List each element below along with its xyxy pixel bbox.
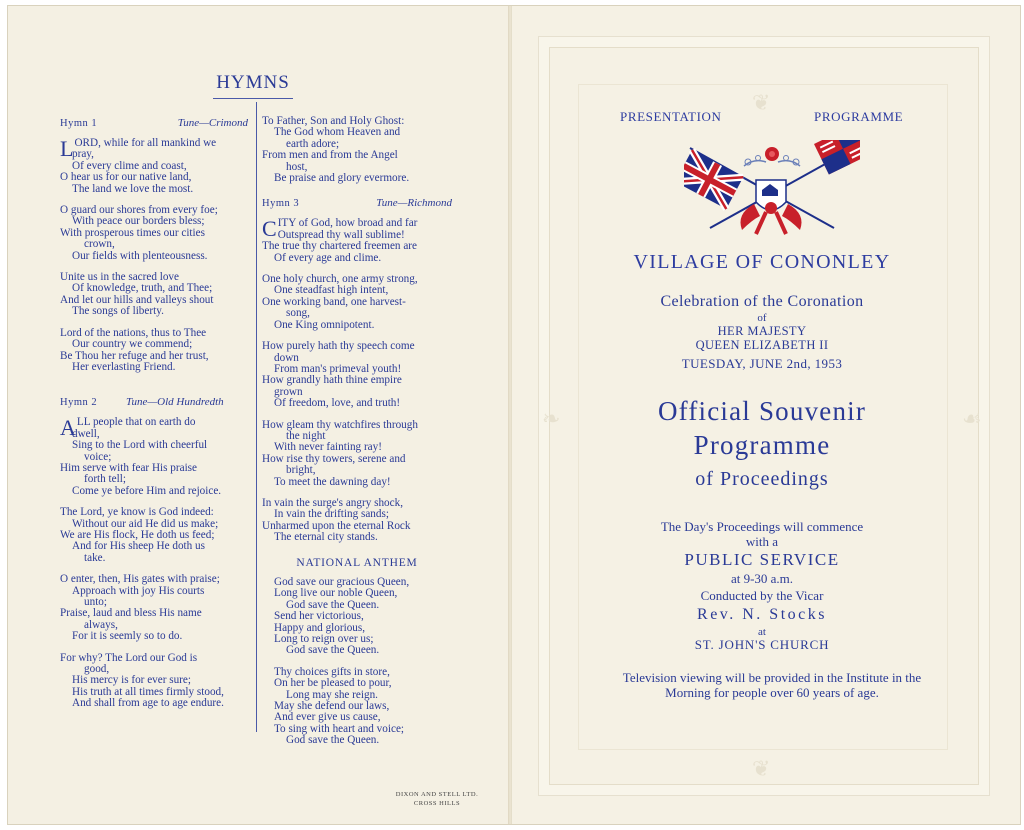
drop-cap: A [60, 415, 76, 441]
verse-line: And ever give us cause, [274, 711, 381, 724]
hymn-3-verse-4 [262, 420, 452, 488]
verse-line: unto; [84, 596, 107, 608]
verse-line: good, [84, 663, 110, 676]
programme-sheet [8, 6, 1020, 824]
verse-line: earth adore; [286, 137, 340, 150]
verse-line: How rise thy towers, serene and [262, 452, 406, 465]
verse-line: song, [286, 307, 310, 320]
hymn-number: Hymn 3 [262, 198, 300, 210]
verse-line: God save the Queen. [286, 644, 380, 657]
verse-line: One King omnipotent. [274, 318, 375, 331]
verse-line: down [274, 351, 299, 364]
verse-line: ITY of God, how broad and far [277, 217, 418, 230]
verse-line: the night [286, 429, 326, 442]
verse-line: Unharmed upon the eternal Rock [262, 519, 411, 532]
verse-line: Unite us in the sacred love [60, 271, 179, 284]
verse-line: His mercy is for ever sure; [72, 674, 191, 687]
verse-line: Our country we commend; [72, 338, 193, 351]
hymns-title: HYMNS [216, 72, 290, 93]
printer-imprint [378, 790, 496, 808]
verse-line: The God whom Heaven and [274, 126, 401, 139]
embossed-ornament: ❦ [752, 90, 771, 115]
verse-line: For it is seemly so to do. [72, 630, 183, 643]
verse-line: His truth at all times firmly stood, [72, 685, 224, 698]
embossed-ornament: ❦ [752, 756, 771, 781]
verse-line: always, [84, 618, 118, 631]
verse-line: Long to reign over us; [274, 633, 374, 646]
hymn-1-verse-2 [60, 205, 248, 262]
verse-line: Send her victorious, [274, 610, 364, 623]
verse-line: Of every clime and coast, [72, 159, 187, 172]
hymn-2-verse-2 [60, 507, 248, 564]
verse-line: grown [274, 385, 303, 398]
hymn-tune: Tune—Richmond [376, 197, 452, 210]
hymn-1-verse-3 [60, 272, 248, 318]
printer-name: DIXON AND STELL LTD. [395, 791, 479, 798]
hymn-number: Hymn 2 [60, 397, 98, 409]
verse-line: host, [286, 160, 308, 173]
celebration-line: Celebration of the Coronation [660, 293, 864, 310]
conducted-by-line: Conducted by the Vicar [700, 588, 824, 603]
verse-line: O enter, then, His gates with praise; [60, 573, 220, 586]
of-proceedings-heading: of Proceedings [695, 468, 829, 490]
verse-line: The land we love the most. [72, 182, 194, 195]
hymn-2-verse-4 [60, 653, 248, 710]
embossed-ornament: ☙ [962, 406, 982, 431]
verse-line: In vain the drifting sands; [274, 508, 389, 521]
programme-heading: Programme [693, 430, 831, 460]
verse-line: One holy church, one army strong, [262, 273, 418, 286]
verse-line: And let our hills and valleys shout [60, 293, 214, 306]
hymn-3-verse-5 [262, 498, 452, 544]
with-a-line: with a [745, 534, 779, 549]
of-line: of [757, 312, 767, 324]
hymn-1-verse-5 [262, 116, 452, 184]
verse-line: Him serve with fear His praise [60, 461, 198, 474]
programme-label: PROGRAMME [814, 109, 904, 124]
verse-line: To sing with heart and voice; [274, 722, 405, 735]
verse-line: take. [84, 551, 106, 564]
hymn-3-heading [262, 198, 452, 212]
queen-name-line: QUEEN ELIZABETH II [695, 338, 829, 352]
verse-line: The Lord, ye know is God indeed: [60, 506, 214, 519]
verse-line: O guard our shores from every foe; [60, 204, 218, 217]
proceedings-intro: The Day's Proceedings will commence [660, 519, 864, 534]
verse-line: And shall from age to age endure. [72, 697, 224, 710]
drop-cap: C [262, 216, 277, 242]
verse-line: In vain the surge's angry shock, [262, 496, 404, 509]
verse-line: Happy and glorious, [274, 621, 366, 634]
verse-line: With peace our borders bless; [72, 215, 205, 228]
verse-line: forth tell; [84, 473, 126, 486]
verse-line: O hear us for our native land, [60, 171, 192, 184]
verse-line: How purely hath thy speech come [262, 340, 415, 353]
her-majesty-line: HER MAJESTY [717, 324, 807, 338]
television-notice: Television viewing will be provided in the Institute in the Morning for people over 60 years of age. [622, 670, 922, 700]
column-divider [256, 102, 257, 732]
verse-line: God save the Queen. [286, 734, 380, 747]
public-service-heading: PUBLIC SERVICE [684, 550, 840, 569]
vicar-name: Rev. N. Stocks [697, 606, 827, 623]
verse-line: And for His sheep He doth us [72, 540, 205, 553]
anthem-verse-1 [262, 577, 452, 657]
verse-line: Outspread thy wall sublime! [277, 228, 405, 241]
verse-line: Without our aid He did us make; [72, 517, 219, 530]
hymn-2-heading [60, 397, 248, 411]
verse-line: Of knowledge, truth, and Thee; [72, 282, 213, 295]
verse-line: Praise, laud and bless His name [60, 607, 202, 620]
verse-line: Of every age and clime. [274, 251, 382, 264]
verse-line: The songs of liberty. [72, 305, 164, 318]
verse-line: God save our gracious Queen, [274, 576, 410, 588]
official-souvenir-heading: Official Souvenir [657, 396, 867, 426]
verse-line: On her be pleased to pour, [274, 677, 392, 690]
hymn-2-verse-1 [60, 417, 248, 497]
hymns-panel [8, 6, 508, 824]
at-line: at [758, 626, 766, 638]
hymn-1-verse-1 [60, 138, 248, 195]
verse-line: The true thy chartered freemen are [262, 240, 417, 253]
cover-panel [512, 6, 1020, 824]
verse-line: To meet the dawning day! [274, 475, 391, 488]
verse-line: Be praise and glory evermore. [274, 172, 410, 185]
verse-line: Of freedom, love, and truth! [274, 397, 401, 410]
verse-line: ORD, while for all mankind we [74, 137, 217, 149]
presentation-label: PRESENTATION [620, 109, 722, 124]
verse-line: LL people that on earth do [76, 416, 196, 429]
verse-line: From man's primeval youth! [274, 362, 402, 375]
verse-line: Sing to the Lord with cheerful [72, 439, 208, 452]
verse-line: Long live our noble Queen, [274, 587, 398, 600]
verse-line: To Father, Son and Holy Ghost: [262, 115, 405, 127]
verse-line: pray, [72, 148, 94, 161]
verse-line: bright, [286, 464, 316, 477]
printer-town: CROSS HILLS [413, 800, 461, 807]
verse-line: May she defend our laws, [274, 700, 390, 713]
verse-line: We are His flock, He doth us feed; [60, 528, 215, 541]
verse-line: From men and from the Angel [262, 149, 398, 162]
verse-line: How grandly hath thine empire [262, 374, 402, 387]
embossed-ornament: ❧ [542, 406, 561, 431]
verse-line: Lord of the nations, thus to Thee [60, 326, 207, 339]
drop-cap: L [60, 136, 74, 161]
hymn-column-left [60, 118, 248, 720]
verse-line: For why? The Lord our God is [60, 651, 198, 664]
title-rule [213, 98, 293, 99]
verse-line: Come ye before Him and rejoice. [72, 484, 222, 497]
verse-line: One working band, one harvest- [262, 295, 406, 308]
hymn-number: Hymn 1 [60, 118, 98, 129]
verse-line: dwell, [72, 427, 100, 440]
hymn-2-verse-3 [60, 574, 248, 642]
verse-line: With prosperous times our cities [60, 226, 205, 239]
verse-line: Approach with joy His courts [72, 584, 205, 597]
hymn-tune: Tune—Old Hundredth [126, 396, 224, 409]
village-title: VILLAGE OF CONONLEY [633, 251, 891, 273]
hymn-3-verse-3 [262, 341, 452, 409]
verse-line: With never fainting ray! [274, 441, 382, 454]
verse-line: God save the Queen. [286, 598, 380, 611]
verse-line: Be Thou her refuge and her trust, [60, 349, 209, 362]
verse-line: One steadfast high intent, [274, 284, 389, 297]
verse-line: crown, [84, 238, 115, 251]
hymn-tune: Tune—Crimond [177, 117, 248, 129]
anthem-verse-2 [262, 667, 452, 747]
national-anthem-title: NATIONAL ANTHEM [296, 556, 418, 569]
service-time: at 9-30 a.m. [730, 571, 794, 586]
crossed-flags-icon [684, 140, 860, 240]
verse-line: Her everlasting Friend. [72, 360, 176, 373]
hymn-column-right [262, 116, 452, 757]
church-name: ST. JOHN'S CHURCH [694, 637, 830, 652]
verse-line: Thy choices gifts in store, [274, 665, 390, 678]
verse-line: The eternal city stands. [274, 531, 378, 544]
verse-line: Long may she reign. [286, 688, 378, 701]
verse-line: Our fields with plenteousness. [72, 249, 208, 262]
hymn-1-verse-4 [60, 328, 248, 374]
verse-line: How gleam thy watchfires through [262, 418, 418, 431]
hymn-3-verse-1 [262, 218, 452, 264]
hymn-3-verse-2 [262, 274, 452, 331]
verse-line: voice; [84, 450, 112, 463]
event-date: TUESDAY, JUNE 2nd, 1953 [681, 356, 843, 371]
hymn-1-heading [60, 118, 248, 132]
